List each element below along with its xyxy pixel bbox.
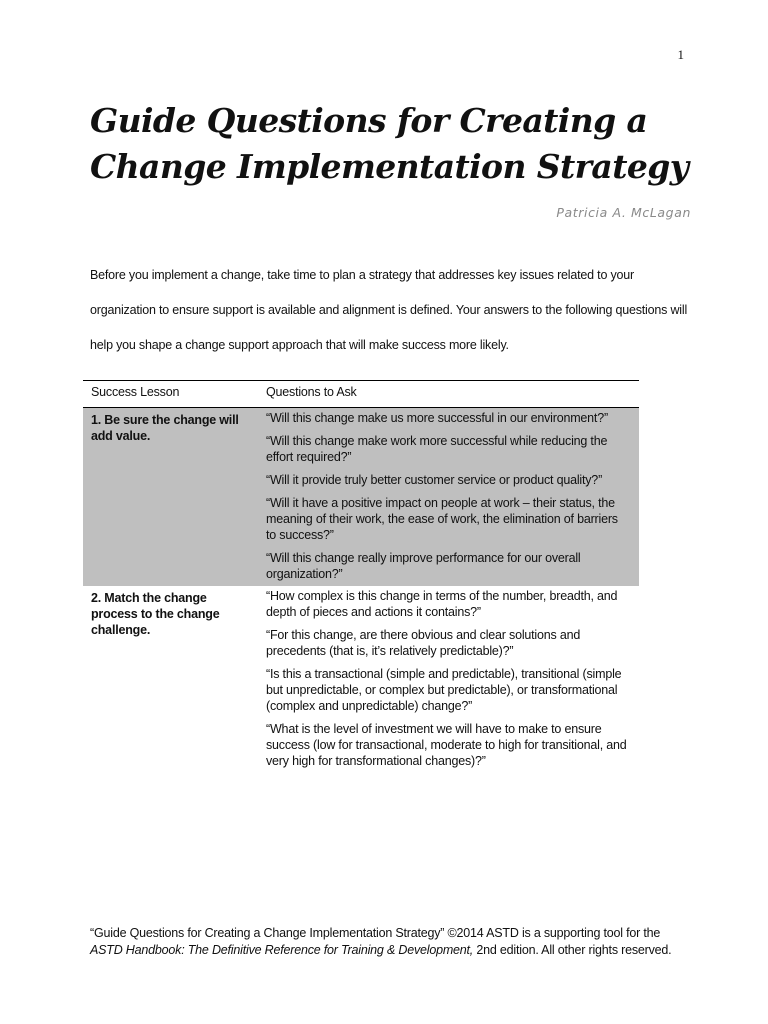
questions-cell	[258, 586, 639, 773]
header-questions-to-ask: Questions to Ask	[258, 381, 639, 408]
guide-questions-table	[83, 380, 639, 773]
table-row	[83, 408, 639, 587]
question-item: “Will this change make us more successful in our environment?”	[266, 411, 608, 425]
table-header-row	[83, 381, 639, 408]
header-success-lesson: Success Lesson	[83, 381, 258, 408]
document-title	[90, 98, 710, 190]
footer-text-1: “Guide Questions for Creating a Change Implementation Strategy” ©2014 ASTD is a supporting tool for the	[90, 926, 661, 940]
question-item: “Is this a transactional (simple and predictable), transitional (simple but unpredictable, or complex but predictable), or transformational (complex and unpredictable) change?”	[266, 667, 622, 713]
question-item: “Will it have a positive impact on people at work – their status, the meaning of their work, the ease of work, the elimination of barriers to success?”	[266, 496, 618, 542]
question-item: “Will this change make work more successful while reducing the effort required?”	[266, 434, 608, 464]
question-item: “For this change, are there obvious and clear solutions and precedents (that is, it’s relatively predictable)?”	[266, 628, 581, 658]
lesson-cell: 1. Be sure the change will add value.	[83, 408, 258, 587]
question-item: “What is the level of investment we will have to make to ensure success (low for transactional, moderate to high for transitional, and very high for transformational changes)?”	[266, 722, 627, 768]
table-row	[83, 586, 639, 773]
lesson-cell: 2. Match the change process to the change challenge.	[91, 591, 220, 637]
page-number: 1	[677, 47, 684, 62]
footer-book-title: ASTD Handbook: The Definitive Reference for Training & Development,	[90, 943, 474, 957]
author-name: Patricia A. McLagan	[556, 205, 691, 220]
intro-paragraph: Before you implement a change, take time to plan a strategy that addresses key issues related to your organization to ensure support is available and alignment is defined. Your answers to the following questions will help you shape a change support approach that will make success more likely.	[90, 268, 688, 352]
title-line-1: Guide Questions for Creating a	[90, 101, 648, 140]
question-item: “Will it provide truly better customer service or product quality?”	[266, 473, 603, 487]
question-item: “Will this change really improve performance for our overall organization?”	[266, 551, 581, 581]
questions-cell	[258, 408, 639, 587]
footer-text-2: 2nd edition. All other rights reserved.	[473, 943, 672, 957]
copyright-footer	[90, 925, 680, 959]
title-line-2: Change Implementation Strategy	[90, 147, 689, 186]
question-item: “How complex is this change in terms of the number, breadth, and depth of pieces and actions it contains?”	[266, 589, 618, 619]
